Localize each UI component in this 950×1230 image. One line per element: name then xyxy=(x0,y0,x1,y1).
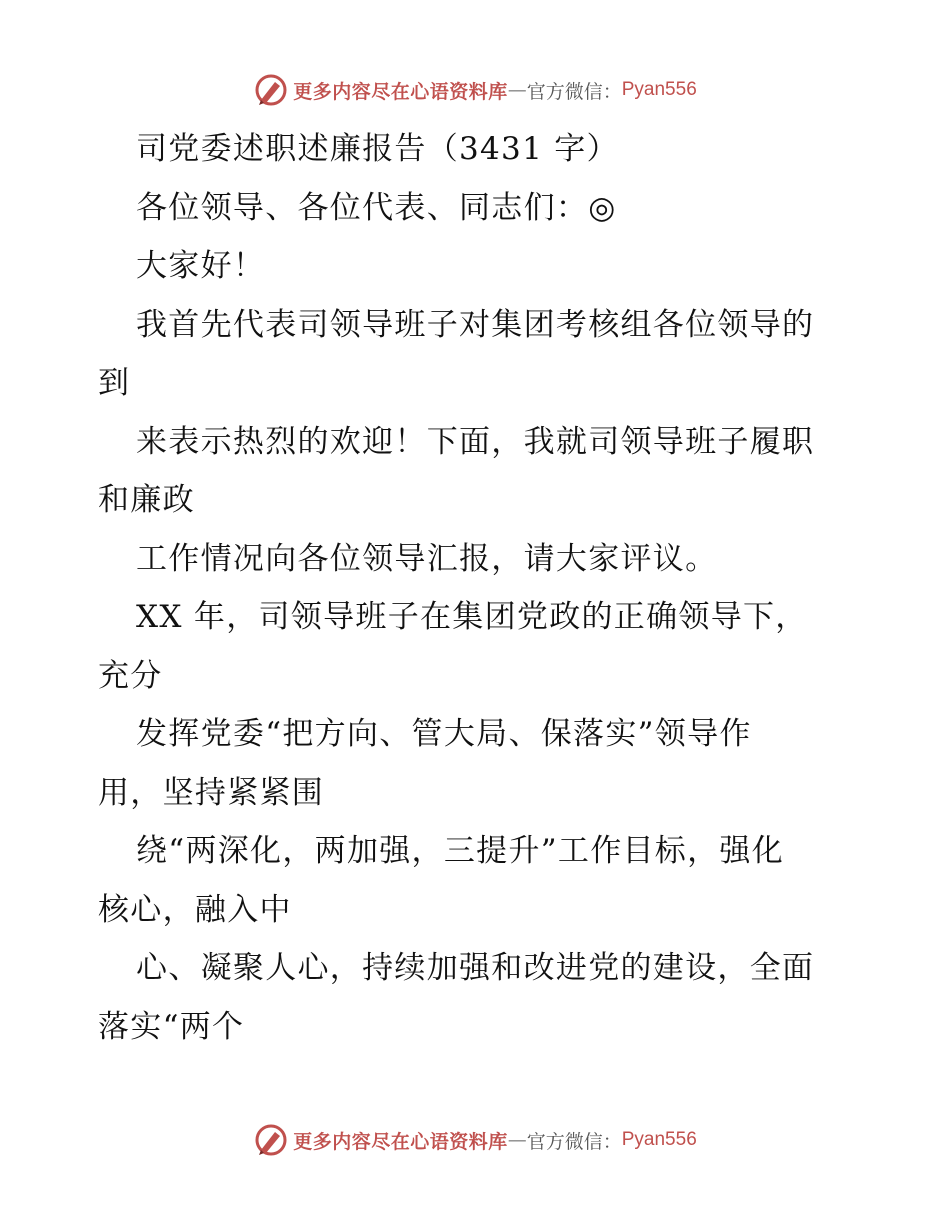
text-line: 和廉政 xyxy=(98,482,195,518)
watermark-dash: — xyxy=(507,1129,527,1151)
text-line: 落实“两个 xyxy=(98,1008,245,1045)
watermark-wechat-id: Pyan556 xyxy=(621,79,697,100)
watermark-wechat-label: 官方微信： xyxy=(526,1130,622,1153)
watermark-wechat-id: Pyan556 xyxy=(621,1129,697,1150)
document-body xyxy=(98,120,858,1056)
text-line: 用，坚持紧紧围 xyxy=(98,774,325,811)
text-line: 各位领导、各位代表、同志们：◎ xyxy=(136,189,617,226)
watermark-text: 更多内容尽在心语资料库 xyxy=(293,1130,508,1153)
text-line: 绕“两深化，两加强，三提升”工作目标，强化 xyxy=(136,833,784,869)
text-line: XX 年，司领导班子在集团党政的正确领导下， xyxy=(136,599,808,635)
watermark-wechat-label: 官方微信： xyxy=(526,80,622,103)
header-watermark xyxy=(0,70,950,110)
text-line: 核心，融入中 xyxy=(98,891,292,928)
watermark-dash: — xyxy=(507,79,527,101)
pen-logo-icon xyxy=(253,1122,289,1158)
text-line: 司党委述职述廉报告（3431 字） xyxy=(136,131,619,167)
text-line: 发挥党委“把方向、管大局、保落实”领导作 xyxy=(136,716,752,752)
watermark-text: 更多内容尽在心语资料库 xyxy=(293,80,508,103)
text-line: 到 xyxy=(98,365,131,401)
pen-logo-icon xyxy=(253,72,289,108)
text-line: 充分 xyxy=(98,657,163,694)
text-line: 工作情况向各位领导汇报，请大家评议。 xyxy=(136,540,718,577)
text-line: 心、凝聚人心，持续加强和改进党的建设，全面 xyxy=(136,950,815,986)
text-line: 大家好！ xyxy=(136,248,266,284)
text-line: 我首先代表司领导班子对集团考核组各位领导的 xyxy=(136,306,815,343)
footer-watermark xyxy=(0,1120,950,1160)
text-line: 来表示热烈的欢迎！下面，我就司领导班子履职 xyxy=(136,423,815,460)
